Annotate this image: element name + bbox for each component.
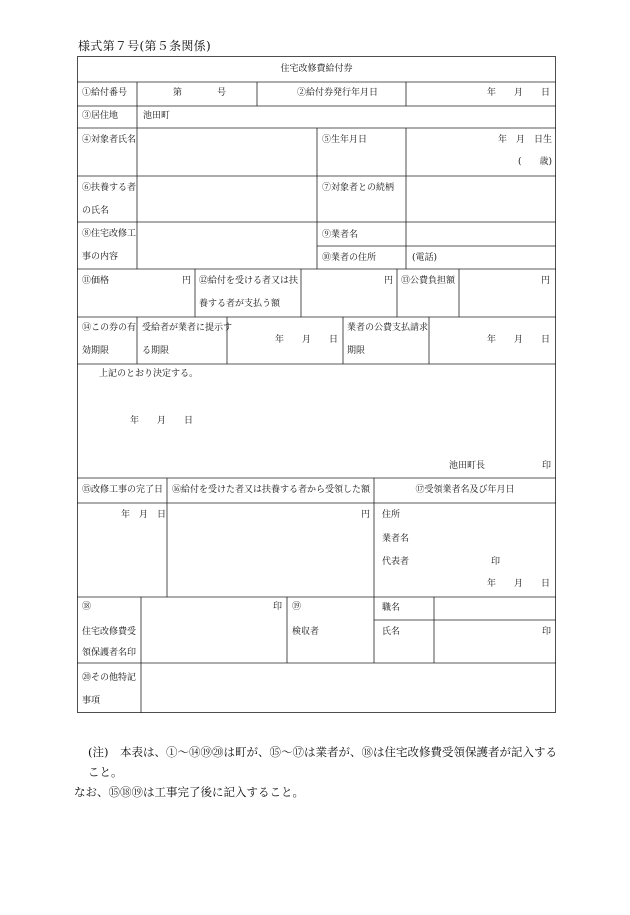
price-label: ⑪価格 [82,276,110,286]
address-label: ③居住地 [82,111,119,121]
voucher-number-go: 号 [217,88,227,98]
received-amount-yen: 円 [360,510,370,520]
address-value: 池田町 [143,111,171,121]
position-label: 職名 [382,603,401,613]
present-deadline-l1: 受給者が業者に提示す [142,323,233,333]
guardian-seal: 印 [273,602,283,612]
birth-date-label: ⑤生年月日 [322,135,368,145]
received-amount-label: ⑯給付を受けた者又は扶養する者から受領した額 [172,485,371,495]
present-deadline-l2: る期限 [142,346,170,356]
inspector-number: ⑲ [292,602,302,612]
subject-name-label: ④対象者氏名 [82,135,137,145]
vendor-tel-label: (電話) [412,253,438,263]
receipt-seal: 印 [491,557,501,567]
birth-age-value: ( 歳) [517,157,552,167]
receipt-date: 年 月 日 [486,579,550,589]
work-label-l2: 事の内容 [82,252,119,262]
form-heading: 様式第７号(第５条関係) [78,39,211,53]
validity-label-l2: 効期限 [82,346,110,356]
work-label-l1: ⑧住宅改修工 [82,229,137,239]
claim-deadline-l1: 業者の公費支払請求 [347,323,429,333]
supporter-label-l2: の氏名 [82,206,110,216]
payer-label-l1: ⑫給付を受ける者又は扶 [199,276,299,286]
mayor-label: 池田町長 [449,461,486,471]
completion-date-label: ⑮改修工事の完了日 [82,485,164,495]
issue-date-label: ②給付券発行年月日 [297,88,379,98]
validity-label-l1: ⑭この券の有 [82,323,137,333]
receipt-vendor-name-label: 業者名 [382,534,410,544]
guardian-label-l2: 領保護者名印 [82,648,137,658]
receipt-address-label: 住所 [382,510,401,520]
public-burden-label: ⑬公費負担額 [401,276,456,286]
guardian-number: ⑱ [82,602,92,612]
form-grid [77,56,556,713]
inspector-seal: 印 [542,627,552,637]
voucher-number-dai: 第 [173,88,183,98]
payer-label-l2: 養する者が支払う額 [199,299,281,309]
inspector-label: 検収者 [292,627,320,637]
price-yen: 円 [181,276,191,286]
mayor-seal: 印 [542,461,552,471]
other-notes-label-l2: 事項 [82,696,101,706]
claim-deadline-date: 年 月 日 [486,335,550,345]
footnote-line-2: なお、⑮⑱⑲は工事完了後に記入すること。 [74,785,304,799]
receipt-vendor-label: ⑰受領業者名及び年月日 [415,485,515,495]
relation-label: ⑦対象者との続柄 [322,183,395,193]
voucher-form [77,56,556,713]
vendor-address-label: ⑩業者の住所 [322,253,377,263]
birth-date-value: 年 月 日生 [497,135,552,145]
guardian-label-l1: 住宅改修費受 [82,627,137,637]
completion-date-value: 年 月 日 [121,510,167,520]
claim-deadline-l2: 期限 [347,346,366,356]
receipt-representative-label: 代表者 [382,557,410,567]
decision-text: 上記のとおり決定する。 [99,369,199,379]
vendor-name-label: ⑨業者名 [322,230,359,240]
other-notes-label-l1: ⑳その他特記 [82,673,137,683]
decision-date: 年 月 日 [130,416,194,426]
form-title: 住宅改修費給付券 [280,64,353,74]
voucher-number-label: ①給付番号 [82,88,128,98]
issue-date-value: 年 月 日 [486,88,550,98]
inspector-name-label: 氏名 [382,627,401,637]
footnote-line-1: (注) 本表は、①～⑭⑲⑳は町が、⑮～⑰は業者が、⑱は住宅改修費受領保護者が記入すること。 [88,745,557,779]
present-deadline-date: 年 月 日 [274,335,338,345]
footnote [74,742,558,802]
payer-yen: 円 [383,276,393,286]
public-burden-yen: 円 [540,276,550,286]
supporter-label-l1: ⑥扶養する者 [82,183,137,193]
